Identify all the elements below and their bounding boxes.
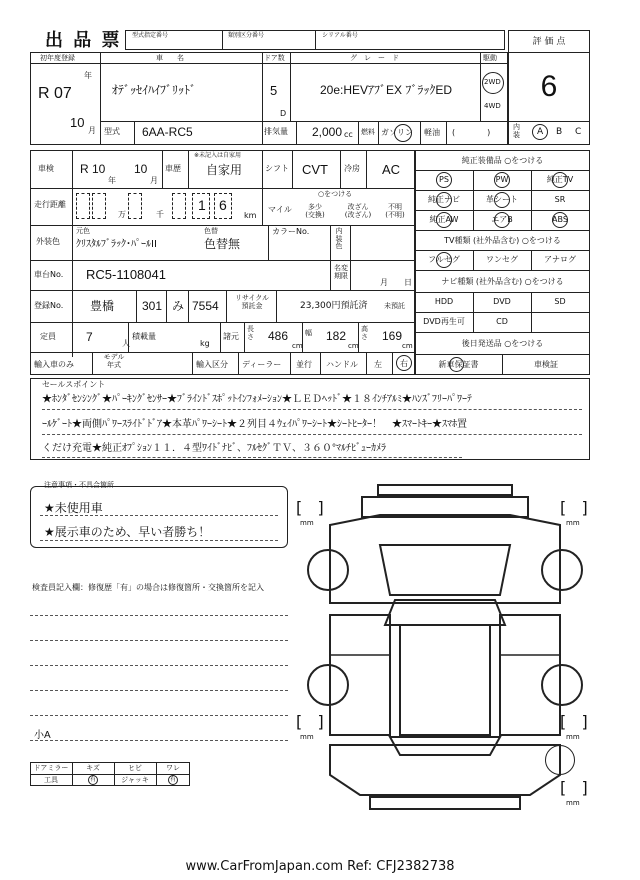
navi-grid-item: DVD再生可: [423, 317, 465, 326]
width-cm: cm: [348, 342, 359, 350]
tire-bracket-fl: [ ]: [296, 498, 324, 517]
load-label: 積載量: [132, 332, 156, 341]
sales-points-label: セールスポイント: [42, 380, 106, 389]
fuel-gasoline: ガソリン: [381, 128, 413, 137]
tire-bracket-spare: [ ]: [560, 778, 588, 797]
legend-crack: ヒビ: [128, 764, 142, 772]
door-label: ドア数: [264, 54, 285, 62]
tv-header: TV種類 (社外品含む) ○をつける: [444, 236, 561, 245]
front-bumper: [378, 485, 512, 495]
wheel-rear-right: [542, 665, 582, 705]
repaint-value: 色替無: [204, 237, 241, 251]
chassis-number: RC5-1108041: [86, 267, 166, 282]
import-type-label: 輸入区分: [196, 360, 228, 369]
mileage-note: ○をつける: [318, 190, 353, 198]
mileage-mile: マイル: [268, 205, 292, 214]
drive-4wd: 4WD: [484, 102, 501, 110]
shaken-label: 車検: [38, 164, 54, 173]
later-warranty: 新車保証書: [438, 360, 479, 369]
handle-label: ハンドル: [326, 360, 358, 369]
capacity-unit: 人: [122, 339, 130, 348]
score-value: 6: [540, 70, 558, 103]
history-value: 自家用: [206, 163, 243, 177]
history-label: 車歴: [165, 164, 181, 173]
year-unit: 年: [84, 71, 92, 80]
drive-2wd: 2WD: [484, 78, 501, 86]
color-no-label: カラーNo.: [272, 227, 310, 236]
history-note: ※未記入は自家用: [194, 152, 242, 159]
notes-label: 注意事項・不具合箇所: [44, 481, 114, 489]
legend-scratch: キズ: [86, 764, 100, 772]
car-name-label: 車 名: [156, 54, 184, 62]
drive-label: 駆動: [483, 54, 497, 62]
tire-bracket-rr: [ ]: [560, 712, 588, 731]
tv-grid-item: フルセグ: [428, 255, 460, 264]
equip-grid-item: PS: [439, 175, 449, 184]
legend-jack: ジャッキ: [121, 776, 149, 784]
legend-break: ワレ: [166, 764, 180, 772]
footer-text: www.CarFromJapan.com Ref: CFJ2382738: [185, 859, 455, 874]
mileage-digit-1: 1: [198, 197, 206, 213]
left-side: [330, 615, 390, 735]
import-label: 輸入車のみ: [34, 360, 74, 369]
tire-mm-rr: mm: [566, 733, 580, 741]
fuel-diesel: 軽油: [424, 128, 440, 137]
plate-kana: み: [172, 299, 185, 313]
equip-grid-circle: [436, 192, 452, 208]
interior-a: A: [537, 127, 544, 137]
tire-mm-spare: mm: [566, 799, 580, 807]
legend-mirror: ドアミラー: [33, 764, 69, 772]
equip-grid-circle: [494, 212, 510, 228]
warranty-circle: [449, 357, 464, 372]
import-parallel: 並行: [296, 360, 312, 369]
equip-grid-circle: [552, 212, 568, 228]
hood: [380, 545, 510, 595]
legend-tool-value: 有: [89, 776, 96, 783]
model-type: 6AA-RC5: [142, 125, 193, 139]
capacity-label: 定員: [40, 332, 56, 341]
tire-bracket-fr: [ ]: [560, 498, 588, 517]
equip-grid-item: エアB: [491, 215, 513, 224]
navi-grid-item: DVD: [493, 297, 511, 306]
equip-grid-circle: [436, 212, 452, 228]
grade-value: 20e:HEVｱﾌﾞEX ﾌﾞﾗｯｸED: [320, 83, 453, 97]
length-cm: cm: [292, 342, 303, 350]
capacity-value: 7: [86, 330, 93, 344]
rear-body: [330, 745, 560, 795]
equip-grid-item: ABS: [552, 215, 568, 224]
width-label: 幅: [305, 329, 312, 337]
width-value: 182: [326, 329, 347, 343]
interior-label: 内装: [513, 123, 520, 139]
equip-grid-circle: [494, 172, 510, 188]
name-change-label: 名変 期限: [334, 264, 348, 281]
cc-unit: cc: [344, 130, 353, 139]
type-label: 型式: [104, 127, 120, 136]
equip-grid-circle: [552, 172, 568, 188]
door-count: 5: [270, 83, 278, 98]
shaken-year-unit: 年: [108, 176, 116, 185]
km-unit: km: [244, 211, 257, 220]
navi-grid-item: HDD: [434, 297, 454, 306]
equip-grid-item: SR: [554, 195, 566, 204]
note-line-1: ★未使用車: [44, 501, 103, 515]
roof: [400, 625, 490, 735]
mileage-modified: 改ざん (改ざん): [344, 203, 372, 220]
equip-grid-item: 革シート: [486, 195, 518, 204]
wheel-front-left: [308, 550, 348, 590]
shift-value: CVT: [302, 162, 328, 177]
shift-label: シフト: [265, 164, 289, 173]
repaint-label: 色替: [204, 227, 218, 235]
navi-grid-item: CD: [496, 317, 508, 326]
first-reg-month: 10: [70, 115, 85, 130]
interior-b: B: [556, 127, 563, 137]
navi-grid-item: SD: [554, 297, 566, 306]
shaken-month: 10: [134, 162, 148, 176]
plate-number: 7554: [192, 299, 219, 313]
grade-label: グ レ ー ド: [350, 54, 399, 62]
man-unit: 万: [118, 210, 126, 219]
interior-color-label: 内 装 色: [335, 227, 343, 251]
height-cm: cm: [402, 342, 413, 350]
tire-mm-fl: mm: [300, 519, 314, 527]
displacement: 2,000: [312, 125, 343, 139]
equip-grid-item: 純正ナビ: [428, 195, 460, 204]
recycle-label: リサイクル 預託金: [234, 294, 270, 311]
recycle-amount: 23,300円預託済: [300, 301, 368, 311]
spare-tire: [545, 745, 575, 775]
chassis-label: 車台No.: [34, 270, 64, 279]
sheet-title: 出 品 票: [45, 30, 122, 51]
color-label: 外装色: [36, 237, 60, 246]
later-header: 後日発送品 ○をつける: [461, 339, 544, 348]
legend-jack-value: 有: [169, 776, 176, 783]
handle-left: 左: [374, 360, 382, 369]
equip-grid-circle: [494, 192, 510, 208]
tv-grid-circle: [436, 252, 452, 268]
mileage-exchange: 多少 (交換): [305, 203, 325, 220]
equip-grid-item: PW: [495, 175, 509, 184]
sales-line-3: くだけ充電★純正ｵﾌﾟｼｮﾝ１１．４型ﾜｲﾄﾞﾅﾋﾞ、ﾌﾙｾｸﾞＴＶ、３６０°ﾏﾙﾁﾋﾞｭｰｶﾒﾗ: [42, 443, 386, 454]
length-label: 長さ: [247, 325, 254, 341]
height-value: 169: [382, 329, 403, 343]
import-dealer: ディーラー: [242, 360, 282, 369]
car-name: ｵﾃﾞｯｾｲﾊｲﾌﾞﾘｯﾄﾞ: [112, 83, 197, 97]
legend-tool: 工具: [44, 776, 58, 784]
fuel-label: 燃料: [361, 128, 375, 136]
plate-label: 登録No.: [34, 301, 64, 310]
plate-area: 豊橋: [90, 299, 115, 313]
equipment-header: 純正装備品 ○をつける: [461, 156, 544, 165]
later-shakensho: 車検証: [534, 360, 558, 369]
length-value: 486: [268, 329, 289, 343]
model-type-label: 型式指定番号: [132, 32, 169, 39]
tv-grid-item: アナログ: [544, 255, 576, 264]
sales-line-2: ｰﾙｹﾞｰﾄ★両側ﾊﾟﾜｰｽﾗｲﾄﾞﾄﾞｱ★本革ﾊﾟﾜｰｼｰﾄ★２列目４ｳｪｲﾊﾟﾜｰｼｰﾄ★ｼｰﾄﾋｰﾀｰ！ ★ｽﾏｰﾄｷｰ★ｽﾏﾎ置: [42, 419, 467, 430]
serial-label: シリアル番号: [322, 32, 358, 39]
note-line-2: ★展示車のため、早い者勝ち！: [44, 525, 211, 539]
sales-line-1: ★ﾎﾝﾀﾞｾﾝｼﾝｸﾞ★ﾊﾟｰｷﾝｸﾞｾﾝｻｰ★ﾌﾞﾗｲﾝﾄﾞｽﾎﾟｯﾄｲﾝﾌｫﾒｰｼｮﾝ★ＬＥＤﾍｯﾄﾞ★１８ｲﾝﾁｱﾙﾐ★ﾊﾝｽﾞﾌﾘｰﾊﾟﾜｰﾃ: [42, 394, 472, 405]
first-reg-era: R 07: [38, 85, 72, 102]
fuel-paren: ( ): [452, 128, 491, 137]
mileage-label: 走行距離: [34, 200, 66, 209]
spec-label: 諸元: [223, 332, 239, 341]
interior-c: C: [575, 127, 582, 137]
mileage-digit-2: 6: [219, 197, 227, 213]
category-label: 類別区分番号: [228, 32, 265, 39]
original-color-label: 元色: [76, 227, 90, 235]
inspector-label: 検査員記入欄：修復歴「有」の場合は修復箇所・交換箇所を記入: [32, 583, 264, 592]
name-change-day: 日: [404, 278, 412, 287]
model-year-label: モデル 年式: [103, 353, 125, 369]
month-unit: 月: [88, 126, 96, 135]
first-reg-label: 初年度登録: [40, 54, 75, 62]
handle-right: 右: [400, 359, 408, 368]
score-label: 評 価 点: [532, 37, 566, 47]
shaken-year: R 10: [80, 162, 106, 176]
original-color: ｸﾘｽﾀﾙﾌﾞﾗｯｸ･ﾊﾟｰﾙII: [76, 239, 157, 250]
sen-unit: 千: [156, 210, 164, 219]
equip-grid-circle: [436, 172, 452, 188]
load-unit: kg: [200, 339, 210, 348]
wheel-rear-left: [308, 665, 348, 705]
equip-grid-item: 純正TV: [546, 175, 574, 184]
height-label: 高さ: [361, 325, 368, 341]
equip-grid-item: 純正AW: [429, 215, 459, 224]
name-change-month: 月: [380, 278, 388, 287]
displacement-label: 排気量: [264, 127, 288, 136]
navi-header: ナビ種類 (社外品含む) ○をつける: [441, 277, 564, 286]
tire-bracket-rl: [ ]: [296, 712, 324, 731]
recycle-none: 未預託: [384, 302, 405, 310]
plate-class: 301: [142, 299, 163, 313]
tire-mm-fr: mm: [566, 519, 580, 527]
inspector-mark: 小A: [34, 730, 51, 741]
tv-grid-item: ワンセグ: [486, 255, 518, 264]
ac-value: AC: [382, 162, 401, 177]
ac-label: 冷房: [344, 164, 360, 173]
mileage-unknown: 不明 (不明): [385, 203, 405, 220]
shaken-month-unit: 月: [150, 176, 158, 185]
tire-mm-rl: mm: [300, 733, 314, 741]
rear-bumper: [370, 797, 520, 809]
front-body: [330, 515, 560, 603]
door-type: D: [280, 109, 287, 118]
wheel-front-right: [542, 550, 582, 590]
right-side: [500, 615, 560, 735]
